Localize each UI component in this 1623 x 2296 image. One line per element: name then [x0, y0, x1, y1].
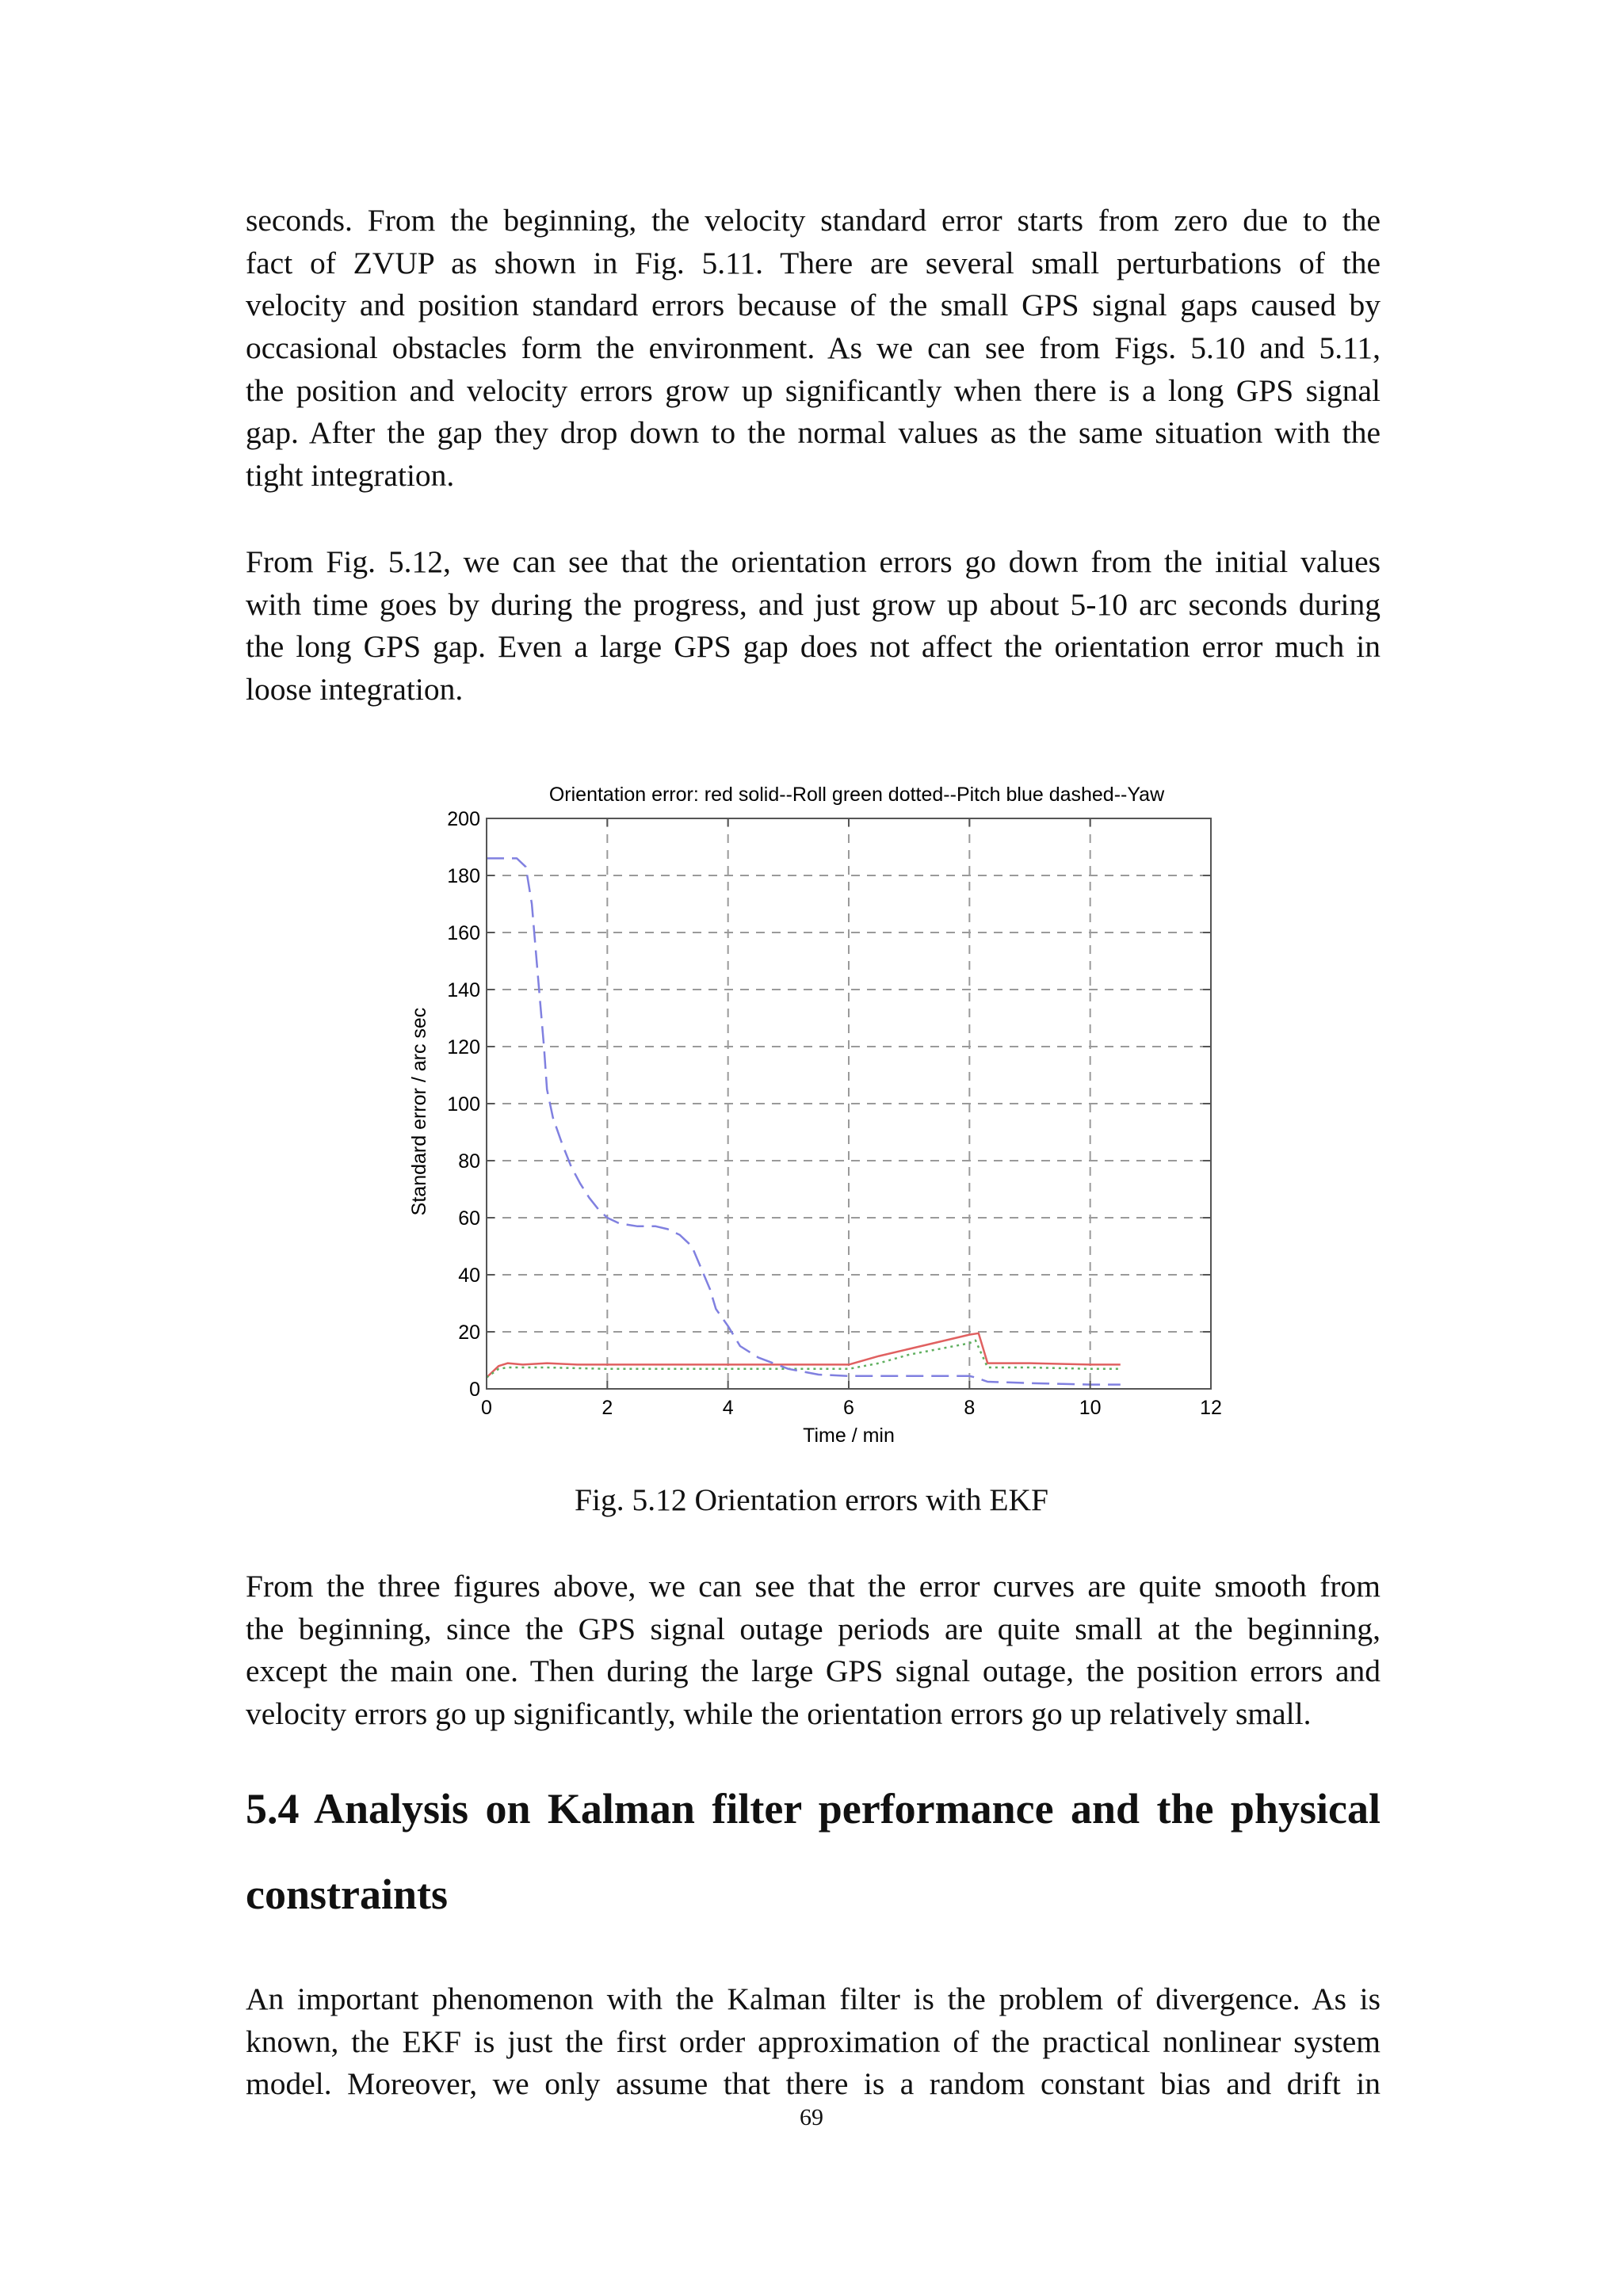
series-yaw-line	[487, 858, 1121, 1384]
chart-title: Orientation error: red solid--Roll green dotted--Pitch blue dashed--Yaw	[548, 784, 1165, 806]
heading-line: 5.4 Analysis on Kalman filter performance and the physical	[246, 1785, 1381, 1833]
text-line: known, the EKF is just the first order approximation of the practical nonlinear system	[246, 2023, 1381, 2059]
y-tick-label: 0	[469, 1379, 480, 1401]
text-line: gap. After the gap they drop down to the normal values as the same situation with the	[246, 415, 1381, 451]
text-line: except the main one. Then during the large GPS signal outage, the position errors and	[246, 1653, 1381, 1689]
y-axis-label: Standard error / arc sec	[408, 1007, 430, 1216]
y-tick-label: 20	[458, 1322, 480, 1344]
paragraph-4	[246, 1978, 1381, 2106]
x-tick-label: 8	[964, 1397, 976, 1419]
x-tick-label: 12	[1200, 1397, 1222, 1419]
paragraph-2	[246, 541, 1381, 711]
text-line: From Fig. 5.12, we can see that the orientation errors go down from the initial values	[246, 544, 1381, 579]
text-line: model. Moreover, we only assume that there is a random constant bias and drift in	[246, 2066, 1381, 2102]
y-tick-label: 160	[447, 922, 480, 944]
heading-line: constraints	[246, 1871, 448, 1918]
y-tick-label: 40	[458, 1264, 480, 1287]
x-tick-label: 0	[481, 1397, 492, 1419]
paragraph-1	[246, 200, 1381, 498]
y-tick-label: 60	[458, 1207, 480, 1230]
y-tick-label: 140	[447, 979, 480, 1001]
paragraph-3	[246, 1566, 1381, 1736]
text-line: fact of ZVUP as shown in Fig. 5.11. There are several small perturbations of the	[246, 245, 1381, 280]
series-roll-line	[487, 1333, 1121, 1378]
x-axis-label: Time / min	[803, 1425, 895, 1447]
text-line: loose integration.	[246, 672, 464, 707]
plot-area	[487, 818, 1211, 1389]
text-line: velocity errors go up significantly, while the orientation errors go up relatively small.	[246, 1696, 1312, 1732]
text-line: An important phenomenon with the Kalman filter is the problem of divergence. As is	[246, 1981, 1381, 2016]
text-line: From the three figures above, we can see that the error curves are quite smooth from	[246, 1569, 1381, 1604]
x-tick-label: 4	[722, 1397, 734, 1419]
text-line: velocity and position standard errors because of the small GPS signal gaps caused by	[246, 288, 1381, 323]
x-tick-label: 10	[1079, 1397, 1102, 1419]
text-line: occasional obstacles form the environment. As we can see from Figs. 5.10 and 5.11,	[246, 330, 1381, 366]
y-tick-label: 120	[447, 1036, 480, 1058]
text-line: tight integration.	[246, 458, 455, 494]
y-tick-label: 200	[447, 808, 480, 830]
y-tick-label: 180	[447, 865, 480, 887]
page-number: 69	[800, 2104, 823, 2130]
axes-frame	[487, 818, 1211, 1389]
figure-caption: Fig. 5.12 Orientation errors with EKF	[575, 1482, 1048, 1517]
section-heading	[246, 1766, 1381, 1937]
x-tick-label: 6	[843, 1397, 854, 1419]
text-line: the long GPS gap. Even a large GPS gap does not affect the orientation error much in	[246, 629, 1381, 665]
text-line: with time goes by during the progress, and just grow up about 5-10 arc seconds during	[246, 586, 1381, 622]
y-tick-label: 80	[458, 1150, 480, 1173]
text-line: the position and velocity errors grow up significantly when there is a long GPS signal	[246, 372, 1381, 408]
text-line: the beginning, since the GPS signal outage periods are quite small at the beginning,	[246, 1611, 1381, 1646]
text-line: seconds. From the beginning, the velocity standard error starts from zero due to the	[246, 203, 1381, 238]
series-pitch-line	[487, 1341, 1121, 1378]
y-tick-label: 100	[447, 1093, 480, 1116]
x-tick-label: 2	[601, 1397, 613, 1419]
